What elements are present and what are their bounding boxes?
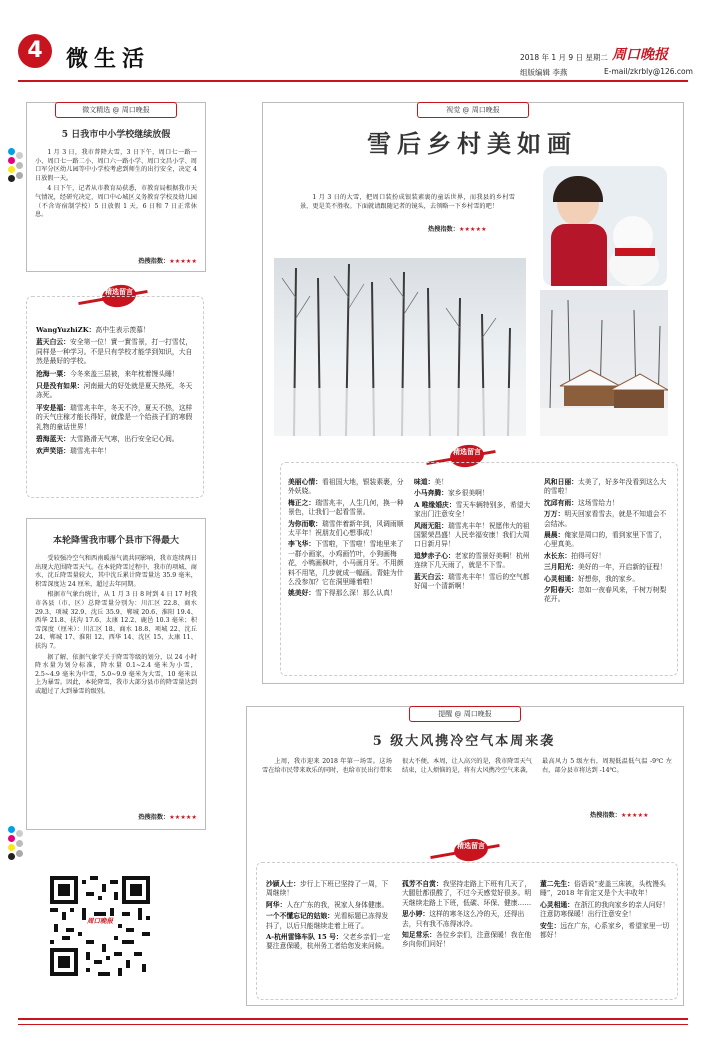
comment: 安生：远在广东，心系家乡，希望家里一切都好！ (540, 921, 670, 940)
photo-snowy-village (540, 290, 668, 436)
badge-label: 精选留言 (453, 447, 481, 456)
editor-line: 组版编辑 李燕 (520, 68, 568, 77)
comment: 追梦赤子心：老家的雪景好美啊！杭州连续下几天雨了，就是不下雪。 (414, 551, 530, 570)
comment: 沈邱有雨：这场雪给力！ (544, 498, 619, 507)
tree-illustration (274, 258, 526, 436)
date-line: 2018 年 1 月 9 日 星期二 (520, 53, 608, 62)
photo-girl-snowman (543, 166, 667, 286)
comment: 阿华：人在广东的我，祝家人身体健康。 (266, 900, 389, 909)
hot-index: 热搜指数：★★★★★ (138, 814, 197, 822)
hot-index: 热搜指数：★★★★★ (590, 812, 649, 819)
comment: 思小婷：这样的寒冬这么冷的天，还得出去，只有我不冻得冰冷。 (402, 910, 525, 928)
comment: 知足常乐：各位乡亲们，注意保暖！我在他乡向你们问好！ (402, 931, 532, 949)
footer-rule-thin (18, 1024, 688, 1025)
section-tag: 视觉 @ 周口晚报 (417, 102, 529, 118)
page-number-badge (18, 34, 52, 68)
section-tag: 提醒 @ 周口晚报 (409, 706, 521, 722)
comment: 梅正之：瑞雪兆丰，人生几何，换一种景色，让我们一起看雪景。 (288, 498, 404, 517)
comment: 三月阳光：美好的一年，开启新的征程！ (544, 563, 667, 572)
bottom-comments-frame (256, 862, 678, 1000)
main-headline: 雪后乡村美如画 (367, 129, 577, 158)
hot-index: 热搜指数：★★★★★ (138, 258, 197, 266)
badge-label: 精选留言 (105, 287, 133, 296)
comment: 孤芳不自赏：我坚持走路上下班有几天了，大腿肚都很酸了，不过今天感觉好很多。明天继续走路上下班，低碳、环保、健康…… (402, 880, 532, 907)
paper-logo: 周口晚报 (612, 47, 668, 63)
comment: 李飞华：下雪啦，下雪啦！雪地里来了一群小画家，小鸡画竹叶，小狗画梅花，小鸭画枫叶，小马画月牙。不用颜料不用笔，几步就成一幅画。青蛙为什么没参加？它在洞里睡着啦！ (288, 540, 404, 587)
comment: 欢声笑语：瑞雪兆丰年！ (36, 447, 111, 456)
comment: 风雨无阻：瑞雪兆丰年！祝愿伟大的祖国繁荣昌盛！人民幸福安康！我们大周口日新月异！ (414, 521, 530, 549)
comment: 一个不懂忘记的姑娘：光看标题已冻得发抖了，以后只能继续走着上班了。 (266, 912, 389, 930)
comment: 平安是福：瑞雪兆丰年，冬天不冷，夏天不热，这样的天气庄稼才能长得好，就像是一个给孩子们的寒假礼物的童话世界！ (36, 403, 193, 431)
footer-rule (18, 1018, 688, 1020)
comment: 晨晨：俺家是周口的，看到家里下雪了，心里真美。 (544, 531, 667, 549)
comment: 心灵相通：在浙江的我向家乡的亲人问好！注意防寒保暖！出行注意安全！ (540, 900, 670, 919)
article-title: 5 日我市中小学校继续放假 (61, 130, 171, 140)
article-body: 1 月 3 日，我市普降大雪，3 日下午，周口七一路一小、周口七一路二小、周口六一路小学、周口文昌小学、周口军分区幼儿园等中小学校考虑到师生的出行安全，决定 4 日放假一天。 4 日下午，记者从市教育局获悉，市教育局根据我市天气情况，经研究决定，周口中心城区义务教育学校及幼儿园（不含寄宿制学校）5 日放假 1 天，6 日和 7 日正常休息。 (35, 149, 197, 219)
comment: 碧海蓝天：大雪路滑天气寒，出行安全记心间。 (36, 435, 179, 444)
comment: 心灵相通：好想你，我的家乡。 (544, 574, 640, 583)
comment: 蓝天白云：安全第一位！實一實雪景，打一打雪仗，同样是一种学习。不是只有学校才能学到知识，大自然是最好的学校。 (36, 338, 193, 366)
comment: 小马奔腾：家乡很美啊！ (414, 489, 489, 498)
bottom-body: 上周，我市迎来 2018 年第一场雪。这场雪在给市民带来欢乐的同时，也给市民出行带来很大不便。本周，让人高兴的是，我市降雪天气结束，让人烦恼的是，将有大风携冷空气来袭，最高风力 5 级左右，周现低温低气温 -9℃ 左右，部分县市将达到 -14℃。 (262, 758, 672, 774)
comment: A 唯缘婚庆：雪天车辆特别多，希望大家出门注意安全！ (414, 500, 531, 519)
comment: 美丽心情：看祖国大地，银装素裹，分外妖娆。 (288, 478, 404, 496)
intro-text: 1 月 3 日的大雪，把周口装扮成银装素裹的童话世界，而我县的乡村雪景，更是美不胜收。下面就请跟随记者的镜头，去领略一下乡村雪的吧！ (300, 194, 515, 210)
left-mid-panel (26, 518, 206, 830)
qr-code[interactable] (50, 876, 150, 976)
comment: A-杭州雷锋车队 15 号：父老乡亲们一定要注意保暖，杭州务工者给您发来问候。 (266, 933, 391, 951)
comment: 为你而歌：瑞雪伴着新年到，风调雨顺太平年！祝朋友们心想事成！ (288, 519, 404, 538)
comment: 董二先生：俗语说“麦盖三床被，头枕馒头睡”，2018 年肯定又是个大丰收年！ (540, 880, 666, 898)
article-body: 受较强冷空气和西南暖湿气流共同影响，我市连续两日出现大范围降雪天气。在本轮降雪过程中，我市的项城、商水、沈丘降雪量较大，其中沈丘累计降雪量达 35.9 毫米，积雪深度达 24 厘米，超过去年同期。 根据市气象台统计，从 1 月 3 日 8 时到 4 日 17 时我市各县（市、区）总降雪量分别为：川汇区 22.8、商水 29.3、项城 32.9、沈丘 35.9、郸城 20.6、淮阳 19.4、西华 21.8、扶沟 17.6、太康 12.2、鹿邑 10.3 毫米；积雪深度（厘米）：川汇区 18、商水 18.8、项城 22、沈丘 24、郸城 17、淮阳 12、西华 14、沈区 15、太康 11、扶沟 7。 据了解，依据气象学关于降雪等级的划分，以 24 小时降水量为划分标准，降水量 0.1~2.4 毫米为小雪，2.5~4.9 毫米为中雪，5.0~9.9 毫米为大雪，10 毫米以上为暴雪。因此，本轮降雪，我市大部分县市的降雪量达到或超过了大到暴雪的级别。 (35, 555, 197, 695)
article-title: 本轮降雪我市哪个县市下得最大 (52, 536, 179, 546)
comment: 姚美好：雪下得那么深！那么认真！ (288, 589, 397, 598)
badge-label: 精选留言 (457, 841, 485, 850)
comment: 风和日丽：太美了，好多年没看到这么大的雪啦！ (544, 478, 667, 496)
comment: 只是没有如果：河南最大的好处就是夏天热死，冬天冻死。 (36, 382, 193, 400)
comment: 沧海一粟：今冬来盖三层被，来年枕着馒头睡！ (36, 369, 179, 378)
header-rule (18, 80, 688, 82)
comment: 万万：明天回家看雪去，就是不知道会不会结冰。 (544, 510, 667, 528)
center-comments-frame (280, 462, 678, 676)
comment: WangYuzhiZK：高中生表示羡慕！ (36, 326, 150, 334)
left-top-panel (26, 102, 206, 272)
section-title: 微生活 (66, 46, 151, 72)
comment: 味道：美！ (414, 478, 448, 486)
email-line: E-mail/zkrbly@126.com (604, 67, 693, 76)
qr-code-image (50, 876, 150, 976)
hot-index: 热搜指数：★★★★★ (428, 226, 487, 233)
comment: 水长东：拍得可好！ (544, 551, 606, 560)
bottom-headline: 5 级大风携冷空气本周来袭 (372, 734, 556, 749)
qr-logo: 周口晚报 (87, 917, 113, 925)
left-comments-frame (26, 296, 204, 498)
comment: 夕阳春天：忽如一夜春风来，千树万树梨花开。 (544, 586, 667, 604)
comment: 蓝天白云：瑞雪兆丰年！雪后的空气都好闻一个清新啊！ (414, 572, 530, 591)
photo-snowy-trees (274, 258, 526, 436)
comment: 沙颍人士：步行上下班已坚持了一周，下周继续！ (266, 880, 389, 898)
section-tag: 微文精选 @ 周口晚报 (55, 102, 177, 118)
page-number: 4 (27, 38, 43, 63)
village-illustration (540, 290, 668, 436)
